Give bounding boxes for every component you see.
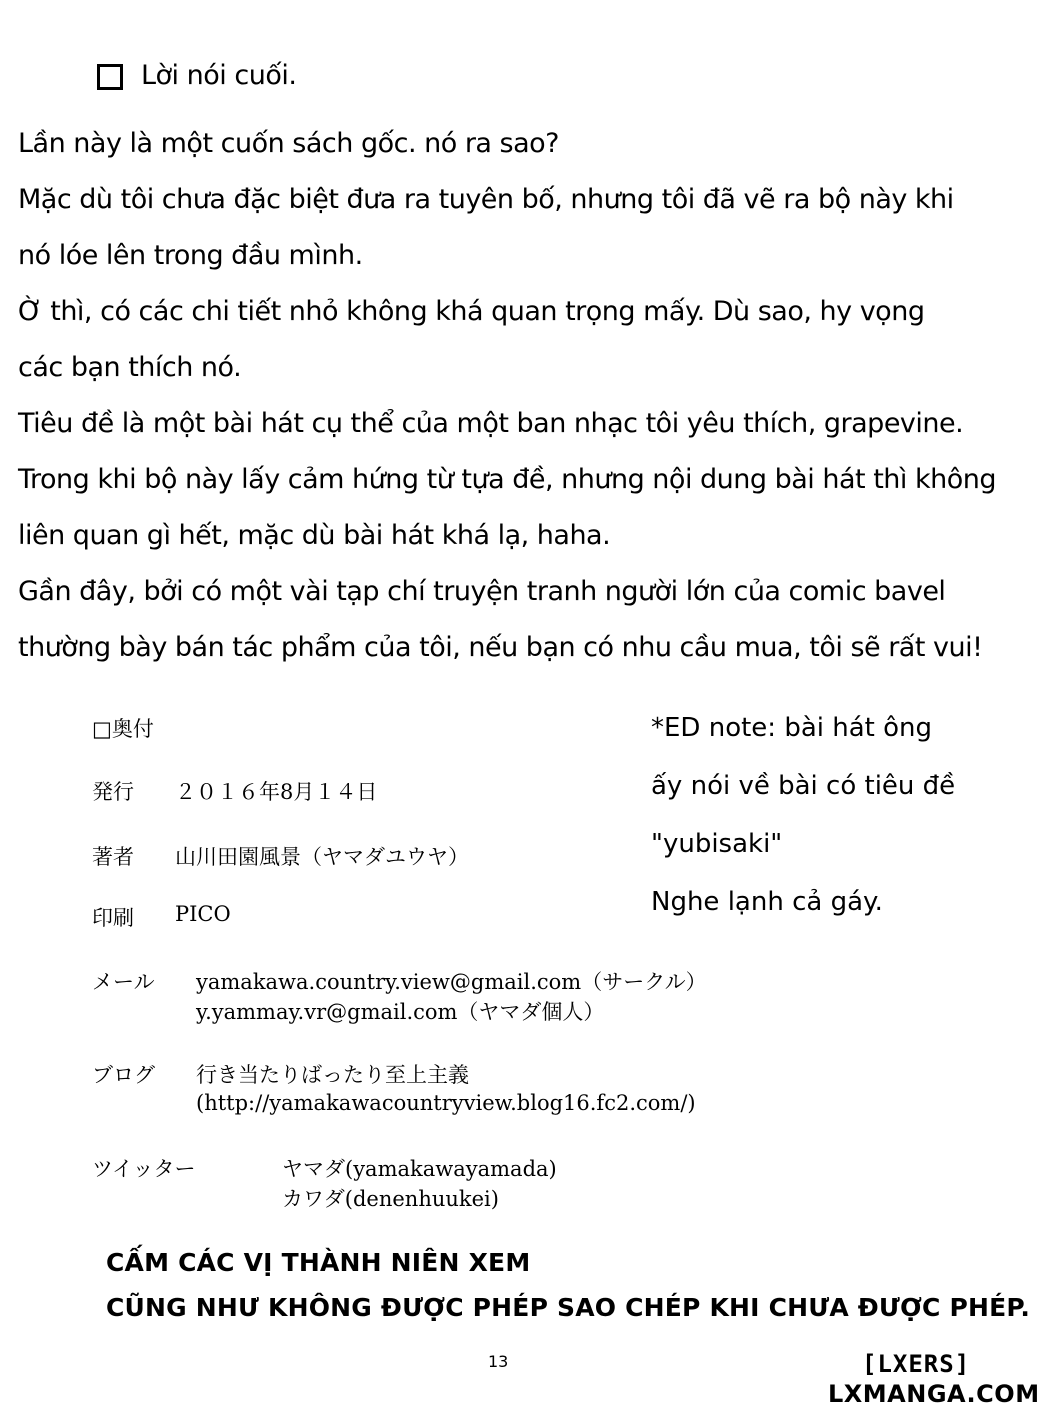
afterword-line: liên quan gì hết, mặc dù bài hát khá lạ, haha. xyxy=(18,520,611,551)
heading-checkbox-icon xyxy=(97,64,123,90)
blog-label: ブログ xyxy=(92,1063,155,1087)
ed-note-line: Nghe lạnh cả gáy. xyxy=(651,887,883,917)
afterword-line: các bạn thích nó. xyxy=(18,352,242,383)
afterword-line: Ờ thì, có các chi tiết nhỏ không khá quan trọng mấy. Dù sao, hy vọng xyxy=(18,296,925,327)
afterword-heading: Lời nói cuối. xyxy=(141,60,297,91)
afterword-line: nó lóe lên trong đầu mình. xyxy=(18,240,363,271)
author-value: 山川田園風景（ヤマダユウヤ） xyxy=(175,845,469,869)
afterword-line: Tiêu đề là một bài hát cụ thể của một ban nhạc tôi yêu thích, grapevine. xyxy=(18,408,964,439)
mail-circle: yamakawa.country.view@gmail.com（サークル） xyxy=(196,970,707,994)
watermark-site: LXMANGA.COM xyxy=(828,1380,1040,1408)
warning-line-1: CẤM CÁC VỊ THÀNH NIÊN XEM xyxy=(106,1248,531,1277)
twitter-yamada: ヤマダ(yamakawayamada) xyxy=(282,1157,557,1181)
page-number: 13 xyxy=(488,1352,509,1371)
afterword-line: Mặc dù tôi chưa đặc biệt đưa ra tuyên bố, nhưng tôi đã vẽ ra bộ này khi xyxy=(18,184,954,215)
twitter-kawada: カワダ(denenhuukei) xyxy=(282,1187,499,1211)
blog-url: (http://yamakawacountryview.blog16.fc2.com/) xyxy=(196,1091,696,1115)
afterword-line: Lần này là một cuốn sách gốc. nó ra sao? xyxy=(18,128,560,159)
ed-note-line: *ED note: bài hát ông xyxy=(651,713,932,743)
print-label: 印刷 xyxy=(92,906,134,930)
issue-value: ２０１６年8月１４日 xyxy=(175,780,378,804)
colophon-title: □奥付 xyxy=(92,717,154,741)
issue-label: 発行 xyxy=(92,780,134,804)
afterword-line: Trong khi bộ này lấy cảm hứng từ tựa đề, nhưng nội dung bài hát thì không xyxy=(18,464,997,495)
watermark-label: [LXERS] xyxy=(862,1350,971,1378)
blog-name: 行き当たりばったり至上主義 xyxy=(196,1063,469,1087)
ed-note-line: ấy nói về bài có tiêu đề xyxy=(651,771,956,801)
twitter-label: ツイッター xyxy=(92,1157,196,1181)
afterword-line: thường bày bán tác phẩm của tôi, nếu bạn có nhu cầu mua, tôi sẽ rất vui! xyxy=(18,632,983,663)
afterword-line: Gần đây, bởi có một vài tạp chí truyện tranh người lớn của comic bavel xyxy=(18,576,946,607)
author-label: 著者 xyxy=(92,845,134,869)
mail-personal: y.yammay.vr@gmail.com（ヤマダ個人） xyxy=(196,1000,605,1024)
mail-label: メール xyxy=(92,970,155,994)
print-value: PICO xyxy=(175,902,231,926)
warning-line-2: CŨNG NHƯ KHÔNG ĐƯỢC PHÉP SAO CHÉP KHI CHƯA ĐƯỢC PHÉP. xyxy=(106,1293,1031,1322)
ed-note-line: "yubisaki" xyxy=(651,829,783,859)
